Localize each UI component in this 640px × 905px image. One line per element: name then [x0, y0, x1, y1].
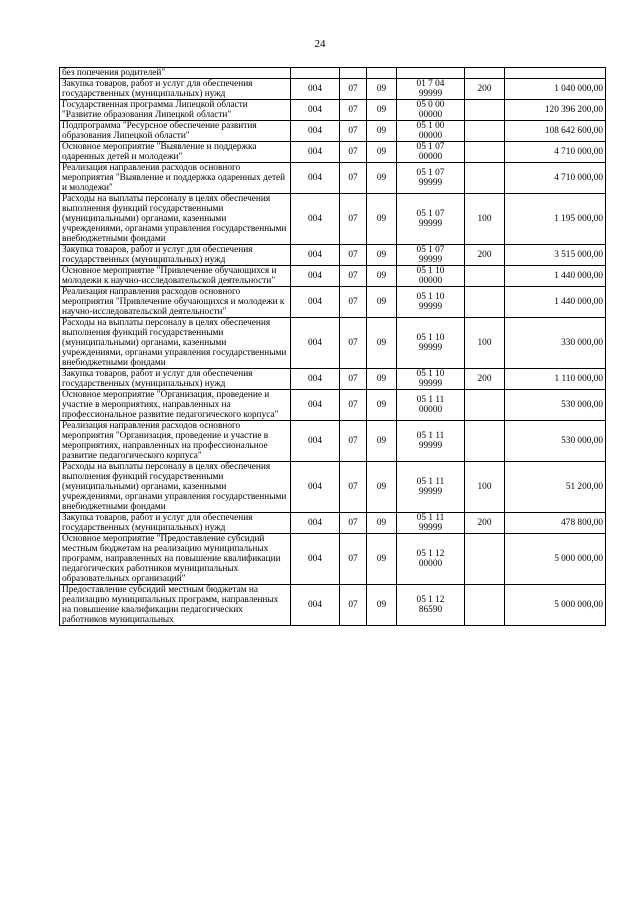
row-name-cell: Закупка товаров, работ и услуг для обеспечения государственных (муниципальных) нужд — [60, 513, 291, 534]
expense-type-code-cell — [465, 585, 505, 626]
amount-cell: 5 000 000,00 — [505, 585, 606, 626]
section-code-cell: 07 — [340, 585, 367, 626]
subsection-code-cell: 09 — [367, 121, 397, 142]
amount-cell: 1 195 000,00 — [505, 194, 606, 245]
ministry-code-cell: 004 — [291, 513, 340, 534]
subsection-code-cell: 09 — [367, 369, 397, 390]
row-name-cell: Закупка товаров, работ и услуг для обеспечения государственных (муниципальных) нужд — [60, 369, 291, 390]
section-code-cell: 07 — [340, 513, 367, 534]
expense-type-code-cell: 100 — [465, 462, 505, 513]
section-code-cell: 07 — [340, 245, 367, 266]
ministry-code-cell: 004 — [291, 142, 340, 163]
section-code-cell: 07 — [340, 462, 367, 513]
subsection-code-cell: 09 — [367, 163, 397, 194]
section-code-cell — [340, 68, 367, 79]
expense-type-code-cell — [465, 534, 505, 585]
ministry-code-cell: 004 — [291, 585, 340, 626]
row-name-cell: Реализация направления расходов основного мероприятия "Организация, проведение и участие в мероприятиях, направленных на профессиональное развитие педагогического корпуса" — [60, 421, 291, 462]
row-name-cell: Государственная программа Липецкой области "Развитие образования Липецкой области" — [60, 100, 291, 121]
amount-cell: 120 396 200,00 — [505, 100, 606, 121]
amount-cell: 3 515 000,00 — [505, 245, 606, 266]
section-code-cell: 07 — [340, 534, 367, 585]
ministry-code-cell: 004 — [291, 245, 340, 266]
target-article-code-cell: 05 1 10 99999 — [397, 369, 465, 390]
amount-cell: 478 800,00 — [505, 513, 606, 534]
section-code-cell: 07 — [340, 369, 367, 390]
subsection-code-cell: 09 — [367, 421, 397, 462]
expense-type-code-cell: 200 — [465, 369, 505, 390]
expense-type-code-cell — [465, 121, 505, 142]
subsection-code-cell: 09 — [367, 390, 397, 421]
page-number: 24 — [314, 38, 326, 50]
target-article-code-cell: 01 7 04 99999 — [397, 79, 465, 100]
expense-type-code-cell — [465, 390, 505, 421]
table-row — [60, 194, 606, 245]
target-article-code-cell: 05 1 07 99999 — [397, 163, 465, 194]
ministry-code-cell: 004 — [291, 421, 340, 462]
target-article-code-cell: 05 1 07 99999 — [397, 245, 465, 266]
ministry-code-cell: 004 — [291, 163, 340, 194]
row-name-cell: Подпрограмма "Ресурсное обеспечение развития образования Липецкой области" — [60, 121, 291, 142]
subsection-code-cell: 09 — [367, 245, 397, 266]
row-name-cell: Основное мероприятие "Организация, проведение и участие в мероприятиях, направленных на профессиональное развитие педагогического корпуса" — [60, 390, 291, 421]
target-article-code-cell: 05 1 11 00000 — [397, 390, 465, 421]
row-name-cell: Реализация направления расходов основного мероприятия "Привлечение обучающихся и молодежи к научно-исследовательской деятельности" — [60, 287, 291, 318]
table-row — [60, 287, 606, 318]
section-code-cell: 07 — [340, 194, 367, 245]
table-row — [60, 142, 606, 163]
row-name-cell: Реализация направления расходов основного мероприятия "Выявление и поддержка одаренных детей и молодежи" — [60, 163, 291, 194]
row-name-cell: без попечения родителей" — [60, 68, 291, 79]
target-article-code-cell: 05 1 07 99999 — [397, 194, 465, 245]
target-article-code-cell: 05 1 11 99999 — [397, 462, 465, 513]
ministry-code-cell: 004 — [291, 79, 340, 100]
subsection-code-cell: 09 — [367, 266, 397, 287]
ministry-code-cell: 004 — [291, 390, 340, 421]
expense-type-code-cell: 200 — [465, 245, 505, 266]
expense-type-code-cell — [465, 142, 505, 163]
table-row — [60, 513, 606, 534]
amount-cell: 5 000 000,00 — [505, 534, 606, 585]
amount-cell: 1 440 000,00 — [505, 287, 606, 318]
table-row — [60, 266, 606, 287]
table-row — [60, 421, 606, 462]
ministry-code-cell: 004 — [291, 266, 340, 287]
ministry-code-cell: 004 — [291, 194, 340, 245]
section-code-cell: 07 — [340, 266, 367, 287]
table-row — [60, 318, 606, 369]
amount-cell — [505, 68, 606, 79]
table-row — [60, 245, 606, 266]
amount-cell: 1 040 000,00 — [505, 79, 606, 100]
amount-cell: 4 710 000,00 — [505, 142, 606, 163]
target-article-code-cell: 05 1 00 00000 — [397, 121, 465, 142]
ministry-code-cell — [291, 68, 340, 79]
table-row — [60, 462, 606, 513]
amount-cell: 51 200,00 — [505, 462, 606, 513]
expense-type-code-cell — [465, 163, 505, 194]
target-article-code-cell: 05 1 10 99999 — [397, 287, 465, 318]
table-row — [60, 369, 606, 390]
row-name-cell: Основное мероприятие "Привлечение обучающихся и молодежи к научно-исследовательской деятельности" — [60, 266, 291, 287]
ministry-code-cell: 004 — [291, 534, 340, 585]
table-row — [60, 163, 606, 194]
target-article-code-cell: 05 1 12 86590 — [397, 585, 465, 626]
row-name-cell: Основное мероприятие "Выявление и поддержка одаренных детей и молодежи" — [60, 142, 291, 163]
subsection-code-cell: 09 — [367, 534, 397, 585]
amount-cell: 4 710 000,00 — [505, 163, 606, 194]
subsection-code-cell: 09 — [367, 318, 397, 369]
section-code-cell: 07 — [340, 421, 367, 462]
target-article-code-cell — [397, 68, 465, 79]
row-name-cell: Предоставление субсидий местным бюджетам на реализацию муниципальных программ, направленных на повышение квалификации педагогических работников муниципальных — [60, 585, 291, 626]
expense-type-code-cell: 200 — [465, 513, 505, 534]
section-code-cell: 07 — [340, 163, 367, 194]
ministry-code-cell: 004 — [291, 100, 340, 121]
row-name-cell: Расходы на выплаты персоналу в целях обеспечения выполнения функций государственными (муниципальными) органами, казенными учреждениями, органами управления государственными внебюджетными фондами — [60, 194, 291, 245]
expense-type-code-cell: 100 — [465, 318, 505, 369]
target-article-code-cell: 05 1 10 99999 — [397, 318, 465, 369]
row-name-cell: Основное мероприятие "Предоставление субсидий местным бюджетам на реализацию муниципальных программ, направленных на повышение квалификации педагогических работников муниципальных образовательных организаций" — [60, 534, 291, 585]
subsection-code-cell — [367, 68, 397, 79]
subsection-code-cell: 09 — [367, 79, 397, 100]
budget-table-body — [60, 68, 606, 626]
table-row — [60, 79, 606, 100]
amount-cell: 330 000,00 — [505, 318, 606, 369]
target-article-code-cell: 05 1 11 99999 — [397, 421, 465, 462]
expense-type-code-cell: 200 — [465, 79, 505, 100]
table-row — [60, 585, 606, 626]
section-code-cell: 07 — [340, 121, 367, 142]
section-code-cell: 07 — [340, 287, 367, 318]
amount-cell: 530 000,00 — [505, 390, 606, 421]
target-article-code-cell: 05 1 10 00000 — [397, 266, 465, 287]
table-row — [60, 390, 606, 421]
row-name-cell: Закупка товаров, работ и услуг для обеспечения государственных (муниципальных) нужд — [60, 245, 291, 266]
ministry-code-cell: 004 — [291, 369, 340, 390]
ministry-code-cell: 004 — [291, 318, 340, 369]
section-code-cell: 07 — [340, 79, 367, 100]
subsection-code-cell: 09 — [367, 462, 397, 513]
expense-type-code-cell — [465, 68, 505, 79]
table-row — [60, 100, 606, 121]
target-article-code-cell: 05 1 12 00000 — [397, 534, 465, 585]
row-name-cell: Расходы на выплаты персоналу в целях обеспечения выполнения функций государственными (муниципальными) органами, казенными учреждениями, органами управления государственными внебюджетными фондами — [60, 462, 291, 513]
amount-cell: 530 000,00 — [505, 421, 606, 462]
expense-type-code-cell — [465, 421, 505, 462]
subsection-code-cell: 09 — [367, 142, 397, 163]
expense-type-code-cell: 100 — [465, 194, 505, 245]
section-code-cell: 07 — [340, 100, 367, 121]
subsection-code-cell: 09 — [367, 194, 397, 245]
target-article-code-cell: 05 1 07 00000 — [397, 142, 465, 163]
ministry-code-cell: 004 — [291, 287, 340, 318]
table-row — [60, 121, 606, 142]
target-article-code-cell: 05 1 11 99999 — [397, 513, 465, 534]
ministry-code-cell: 004 — [291, 121, 340, 142]
ministry-code-cell: 004 — [291, 462, 340, 513]
row-name-cell: Закупка товаров, работ и услуг для обеспечения государственных (муниципальных) нужд — [60, 79, 291, 100]
budget-table — [59, 67, 606, 626]
expense-type-code-cell — [465, 100, 505, 121]
subsection-code-cell: 09 — [367, 585, 397, 626]
section-code-cell: 07 — [340, 390, 367, 421]
subsection-code-cell: 09 — [367, 100, 397, 121]
amount-cell: 108 642 600,00 — [505, 121, 606, 142]
section-code-cell: 07 — [340, 142, 367, 163]
section-code-cell: 07 — [340, 318, 367, 369]
row-name-cell: Расходы на выплаты персоналу в целях обеспечения выполнения функций государственными (муниципальными) органами, казенными учреждениями, органами управления государственными внебюджетными фондами — [60, 318, 291, 369]
subsection-code-cell: 09 — [367, 287, 397, 318]
expense-type-code-cell — [465, 266, 505, 287]
table-row — [60, 68, 606, 79]
amount-cell: 1 440 000,00 — [505, 266, 606, 287]
amount-cell: 1 110 000,00 — [505, 369, 606, 390]
table-row — [60, 534, 606, 585]
target-article-code-cell: 05 0 00 00000 — [397, 100, 465, 121]
subsection-code-cell: 09 — [367, 513, 397, 534]
expense-type-code-cell — [465, 287, 505, 318]
